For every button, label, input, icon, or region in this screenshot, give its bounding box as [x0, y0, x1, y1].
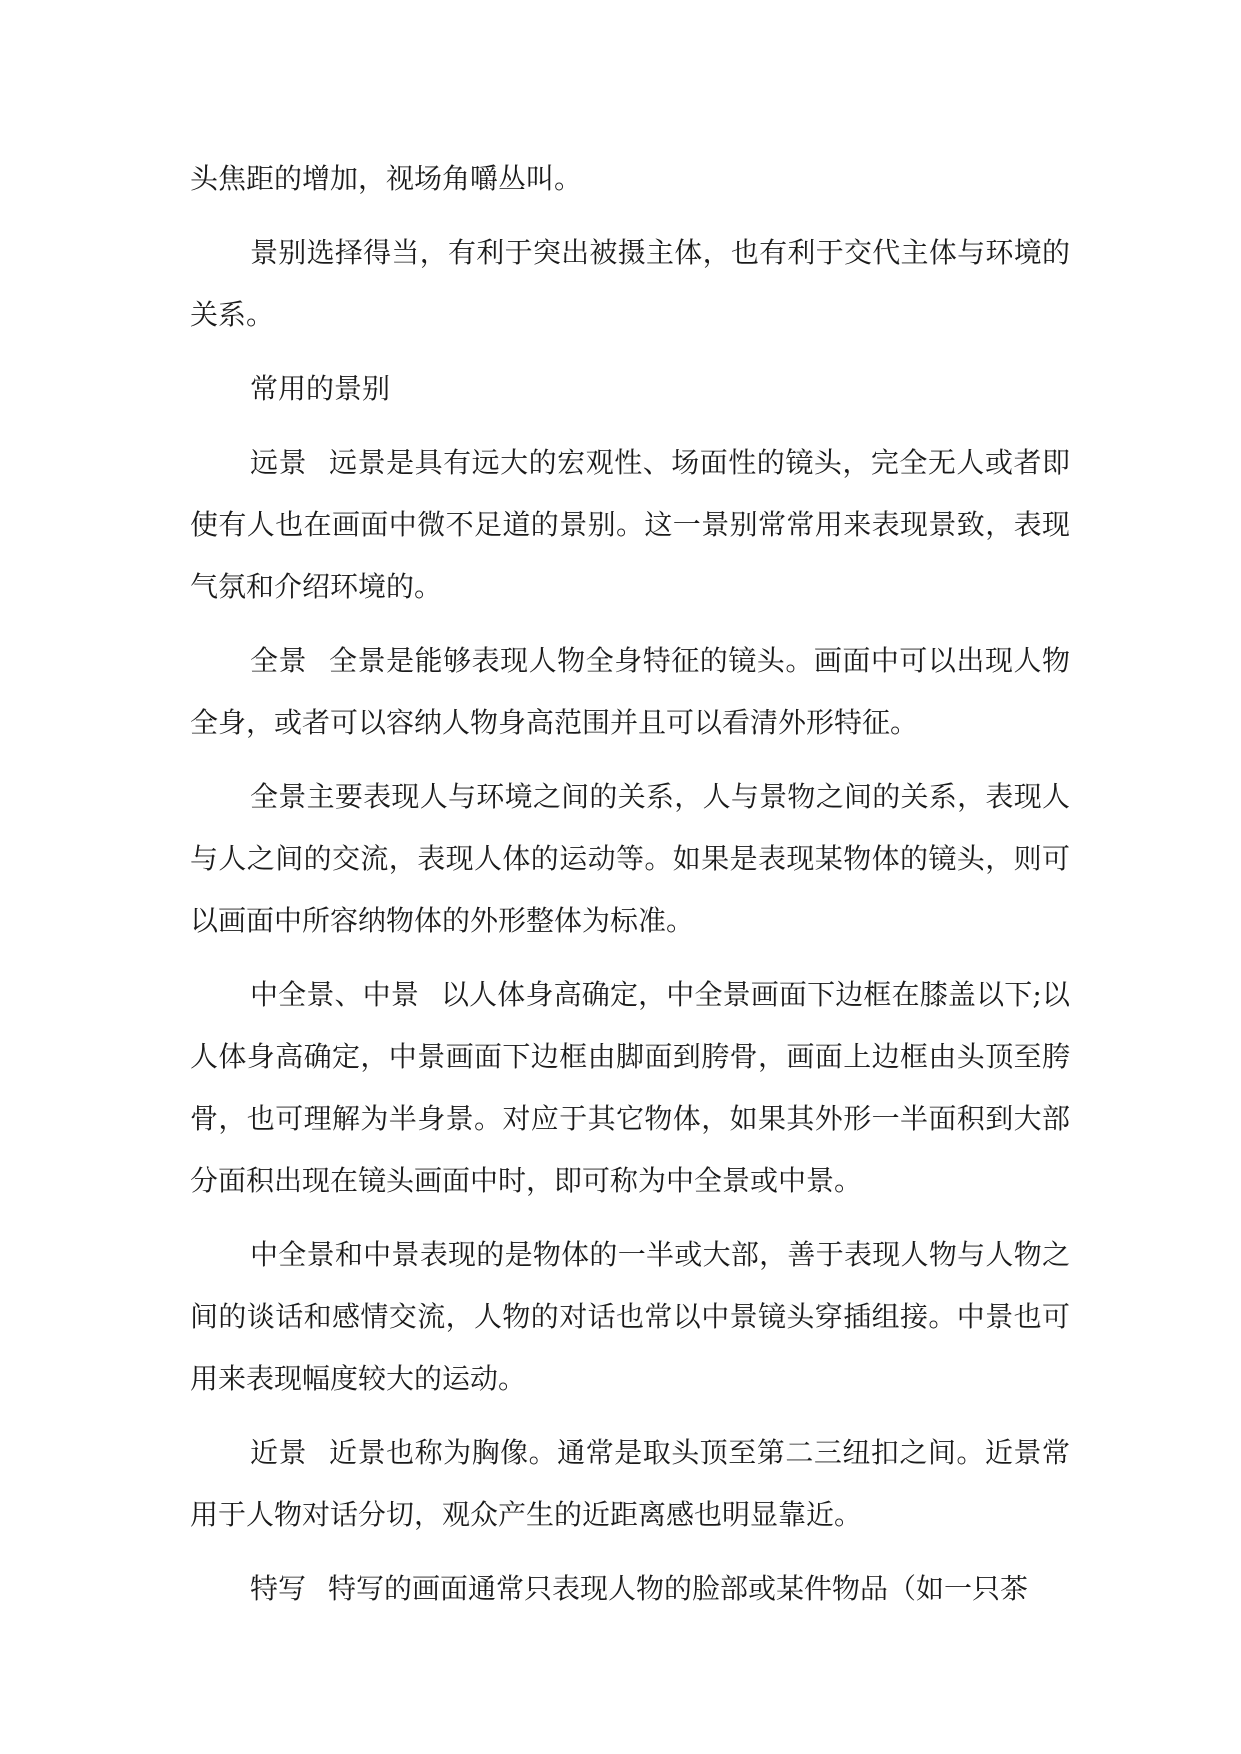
- document-page: [190, 148, 1070, 1632]
- term-label: 近景: [250, 1436, 308, 1469]
- paragraph-medium-shot: [190, 964, 1070, 1212]
- paragraph-full-shot-usage: [190, 766, 1070, 952]
- term-label: 全景: [250, 644, 308, 677]
- paragraph-text: 近景也称为胸像。通常是取头顶至第二三纽扣之间。近景常用于人物对话分切，观众产生的近距离感也明显靠近。: [190, 1436, 1070, 1531]
- paragraph-text: 头焦距的增加，视场角嚼丛叫。: [190, 162, 583, 195]
- paragraph-text: 景别选择得当，有利于突出被摄主体，也有利于交代主体与环境的关系。: [190, 236, 1070, 331]
- paragraph-1: [190, 148, 1070, 210]
- paragraph-text: 远景是具有远大的宏观性、场面性的镜头，完全无人或者即使有人也在画面中微不足道的景别。这一景别常常用来表现景致，表现气氛和介绍环境的。: [190, 446, 1070, 603]
- paragraph-text: 全景是能够表现人物全身特征的镜头。画面中可以出现人物全身，或者可以容纳人物身高范围并且可以看清外形特征。: [190, 644, 1070, 739]
- paragraph-text: 中全景和中景表现的是物体的一半或大部，善于表现人物与人物之间的谈话和感情交流，人物的对话也常以中景镜头穿插组接。中景也可用来表现幅度较大的运动。: [190, 1238, 1070, 1395]
- term-label: 特写: [250, 1572, 307, 1605]
- term-label: 中全景、中景: [250, 978, 419, 1011]
- paragraph-medium-shot-usage: [190, 1224, 1070, 1410]
- term-label: 远景: [250, 446, 308, 479]
- paragraph-2: [190, 222, 1070, 346]
- paragraph-text: 特写的画面通常只表现人物的脸部或某件物品（如一只茶: [328, 1572, 1029, 1605]
- paragraph-text: 以人体身高确定，中全景画面下边框在膝盖以下;以人体身高确定，中景画面下边框由脚面到胯骨，画面上边框由头顶至胯骨，也可理解为半身景。对应于其它物体，如果其外形一半面积到大部分面积出现在镜头画面中时，即可称为中全景或中景。: [190, 978, 1070, 1197]
- paragraph-full-shot: [190, 630, 1070, 754]
- paragraph-close-shot: [190, 1422, 1070, 1546]
- section-heading-text: 常用的景别: [250, 372, 391, 405]
- paragraph-text: 全景主要表现人与环境之间的关系，人与景物之间的关系，表现人与人之间的交流，表现人体的运动等。如果是表现某物体的镜头，则可以画面中所容纳物体的外形整体为标准。: [190, 780, 1070, 937]
- section-heading: [190, 358, 1070, 420]
- paragraph-long-shot: [190, 432, 1070, 618]
- paragraph-close-up: [190, 1558, 1070, 1620]
